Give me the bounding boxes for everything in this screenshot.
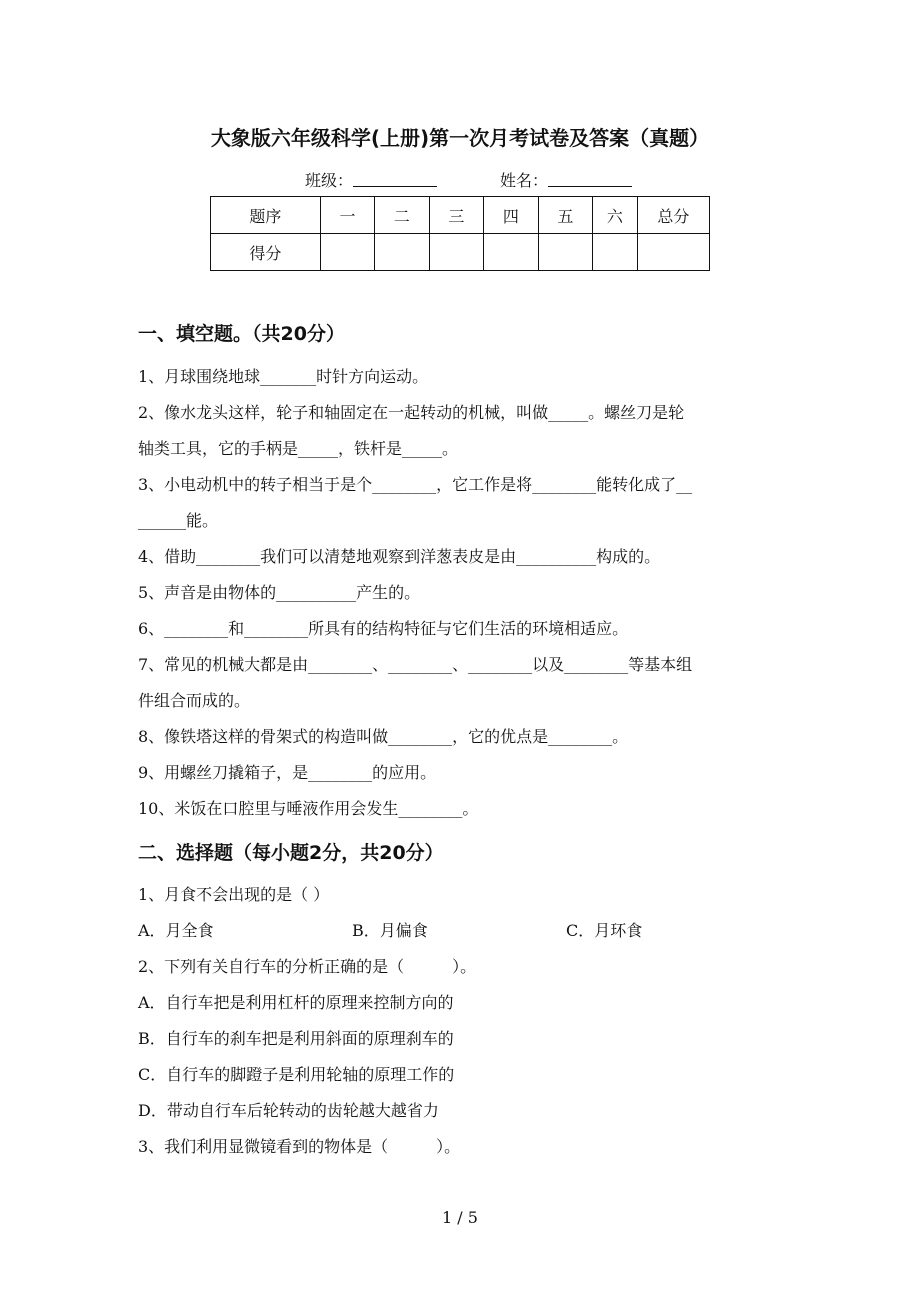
question-line: 7、常见的机械大都是由________、________、________以及________等基本组 [138, 655, 693, 674]
q1-option-b[interactable]: B．月偏食 [352, 921, 428, 940]
name-label: 姓名： [500, 171, 549, 190]
class-blank[interactable] [353, 168, 437, 187]
question-line: 1、月球围绕地球_______时针方向运动。 [138, 367, 429, 386]
score-input-cell[interactable] [484, 234, 538, 271]
score-cell: 五 [538, 197, 592, 234]
name-blank[interactable] [548, 168, 632, 187]
question-line: 轴类工具，它的手柄是_____，铁杆是_____。 [138, 439, 459, 458]
score-table [210, 196, 710, 271]
q2-option-a[interactable]: A．自行车把是利用杠杆的原理来控制方向的 [138, 993, 454, 1012]
q3-stem: 3、我们利用显微镜看到的物体是（ ）。 [138, 1137, 461, 1156]
q2-option-b[interactable]: B．自行车的刹车把是利用斜面的原理刹车的 [138, 1029, 454, 1048]
q1-option-a[interactable]: A．月全食 [138, 921, 214, 940]
score-cell: 二 [375, 197, 429, 234]
question-line: 5、声音是由物体的__________产生的。 [138, 583, 421, 602]
name-field [500, 168, 548, 191]
score-row-label: 得分 [211, 234, 321, 271]
class-label: 班级： [305, 171, 354, 190]
score-cell: 总分 [637, 197, 709, 234]
score-input-cell[interactable] [375, 234, 429, 271]
page-number: 1 / 5 [442, 1208, 478, 1227]
question-line: 6、________和________所具有的结构特征与它们生活的环境相适应。 [138, 619, 629, 638]
score-cell: 四 [484, 197, 538, 234]
q1-option-c[interactable]: C．月环食 [566, 921, 643, 940]
score-input-cell[interactable] [429, 234, 483, 271]
section1-heading: 一、填空题。（共20分） [138, 323, 345, 345]
section2-heading: 二、选择题（每小题2分，共20分） [138, 842, 444, 864]
score-input-cell[interactable] [637, 234, 709, 271]
score-cell: 一 [320, 197, 374, 234]
question-line: 8、像铁塔这样的骨架式的构造叫做________，它的优点是________。 [138, 727, 629, 746]
exam-title: 大象版六年级科学(上册)第一次月考试卷及答案（真题） [210, 126, 710, 150]
question-line: ______能。 [138, 511, 219, 530]
score-table-header-row [211, 197, 710, 234]
score-input-cell[interactable] [538, 234, 592, 271]
score-cell: 三 [429, 197, 483, 234]
q2-option-c[interactable]: C．自行车的脚蹬子是利用轮轴的原理工作的 [138, 1065, 455, 1084]
score-input-cell[interactable] [320, 234, 374, 271]
class-field [305, 168, 353, 191]
q1-stem: 1、月食不会出现的是（ ） [138, 885, 330, 904]
score-input-cell[interactable] [593, 234, 638, 271]
question-line: 2、像水龙头这样，轮子和轴固定在一起转动的机械，叫做_____。螺丝刀是轮 [138, 403, 685, 422]
score-table-score-row [211, 234, 710, 271]
score-cell: 题序 [211, 197, 321, 234]
question-line: 件组合而成的。 [138, 691, 251, 710]
q2-option-d[interactable]: D．带动自行车后轮转动的齿轮越大越省力 [138, 1101, 439, 1120]
question-line: 10、米饭在口腔里与唾液作用会发生________。 [138, 799, 479, 818]
question-line: 4、借助________我们可以清楚地观察到洋葱表皮是由__________构成的。 [138, 547, 661, 566]
question-line: 9、用螺丝刀撬箱子，是________的应用。 [138, 763, 437, 782]
question-line: 3、小电动机中的转子相当于是个________，它工作是将________能转化成了__ [138, 475, 693, 494]
q2-stem: 2、下列有关自行车的分析正确的是（ ）。 [138, 957, 477, 976]
score-cell: 六 [593, 197, 638, 234]
